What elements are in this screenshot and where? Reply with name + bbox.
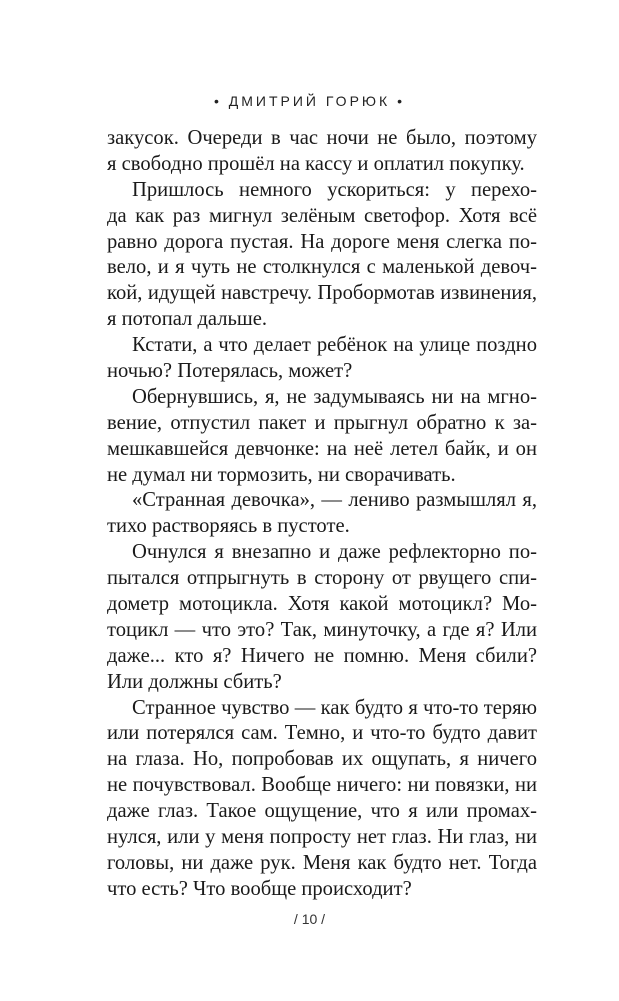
body-text [107,126,537,903]
text-line: вело, и я чуть не столкнулся с маленькой девоч- [107,256,537,279]
text-line: Пришлось немного ускориться: у перехо- [132,178,537,201]
text-line: или потерялся сам. Темно, и что-то будто давит [107,722,537,745]
text-line: мешкавшейся девчонке: на неё летел байк, и он [107,437,537,460]
paragraph [107,126,537,178]
text-line: «Странная девочка», — лениво размышлял я, [132,489,537,512]
page-number: / 10 / [293,911,326,927]
text-line: не думал ни тормозить, ни сворачивать. [107,463,456,486]
text-line: даже глаз. Такое ощущение, что я или промах- [107,800,537,823]
running-header: • ДМИТРИЙ ГОРЮК • [213,93,405,109]
text-line: что есть? Что вообще происходит? [107,877,412,900]
paragraph [107,488,537,540]
text-line: я потопал дальше. [107,308,268,331]
text-line: я свободно прошёл на кассу и оплатил покупку. [107,152,525,175]
paragraph [107,696,537,903]
paragraph [107,540,537,695]
paragraph [107,178,537,333]
text-line: вение, отпустил пакет и прыгнул обратно к за- [107,411,537,434]
text-line: на глаза. Но, попробовав их ощупать, я ничего [107,748,537,771]
text-line: Очнулся я внезапно и даже рефлекторно по- [132,541,537,564]
text-line: нулся, или у меня попросту нет глаз. Ни глаз, ни [107,826,537,849]
paragraph [107,333,537,385]
paragraph [107,385,537,489]
text-line: не почувствовал. Вообще ничего: ни повязки, ни [107,774,537,797]
text-line: ночью? Потерялась, может? [107,360,353,383]
text-line: Странное чувство — как будто я что-то теряю [132,696,537,719]
text-line: кой, идущей навстречу. Пробормотав извинения, [107,282,537,305]
text-line: даже... кто я? Ничего не помню. Меня сбили? [107,644,537,667]
text-line: Обернувшись, я, не задумываясь ни на мгно- [132,385,537,408]
text-line: дометр мотоцикла. Хотя какой мотоцикл? Мо- [107,593,537,616]
text-line: закусок. Очереди в час ночи не было, поэтому [107,127,537,149]
text-line: Кстати, а что делает ребёнок на улице поздно [132,334,537,357]
text-line: тоцикл — что это? Так, минуточку, а где я? Или [107,618,537,641]
text-line: пытался отпрыгнуть в сторону от рвущего спи- [107,567,537,590]
text-line: равно дорога пустая. На дороге меня слегка по- [107,230,537,253]
text-line: да как раз мигнул зелёным светофор. Хотя всё [107,204,537,227]
text-line: Или должны сбить? [107,670,282,693]
text-line: головы, ни даже рук. Меня как будто нет. Тогда [107,851,537,874]
text-line: тихо растворяясь в пустоте. [107,515,350,538]
